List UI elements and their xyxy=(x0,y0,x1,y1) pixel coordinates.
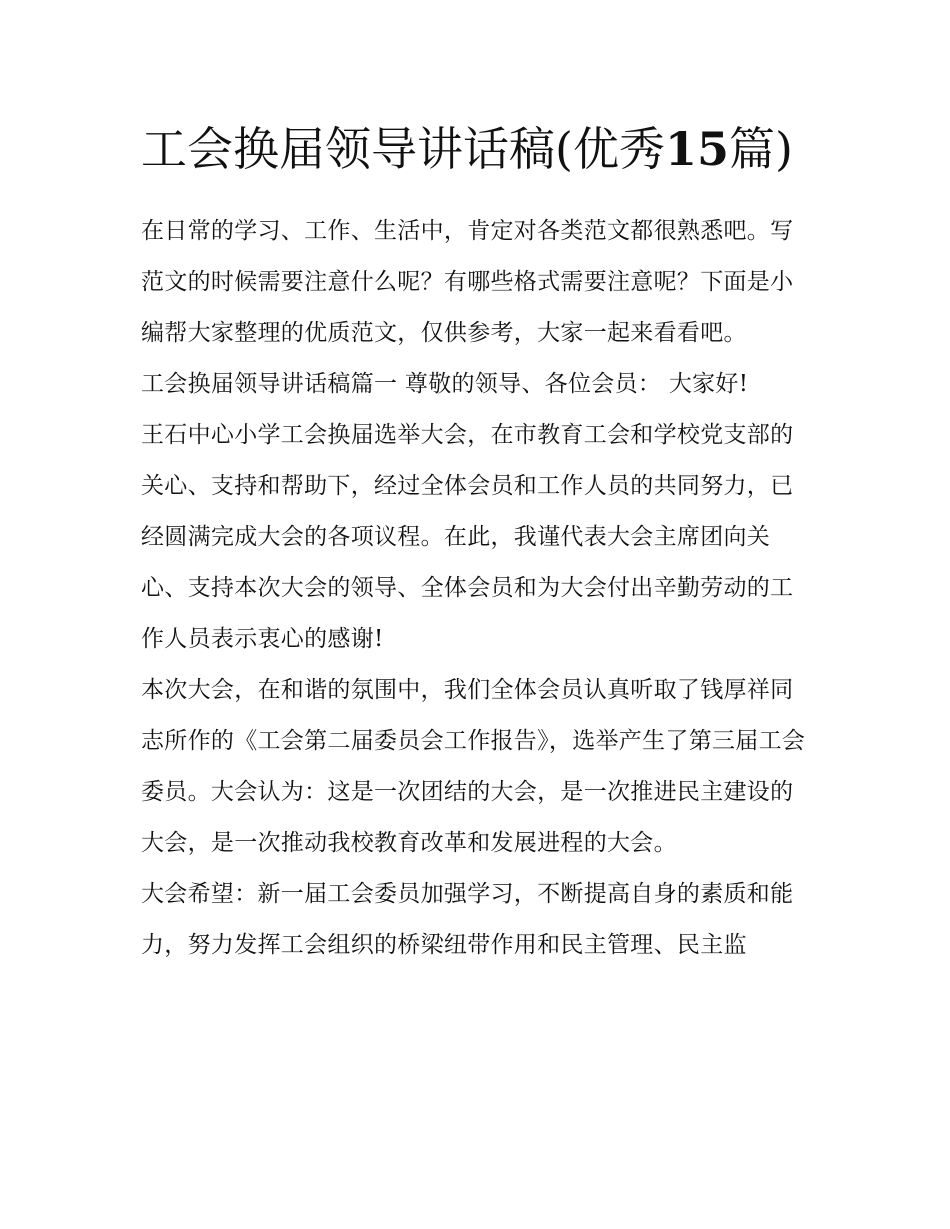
paragraph-intro: 在日常的学习、工作、生活中，肯定对各类范文都很熟悉吧。写范文的时候需要注意什么呢？有哪些格式需要注意呢？下面是小编帮大家整理的优质范文，仅供参考，大家一起来看看吧。 xyxy=(141,218,794,346)
paragraph-meeting: 本次大会，在和谐的氛围中，我们全体会员认真听取了钱厚祥同志所作的《工会第二届委员会工作报告》，选举产生了第三届工会委员。大会认为：这是一次团结的大会，是一次推进民主建设的大会，是一次推动我校教育改革和发展进程的大会。 xyxy=(141,677,806,856)
document-content xyxy=(141,112,813,971)
paragraph-thanks: 王石中心小学工会换届选举大会，在市教育工会和学校党支部的关心、支持和帮助下，经过全体会员和工作人员的共同努力，已经圆满完成大会的各项议程。在此，我谨代表大会主席团向关心、支持本次大会的领导、全体会员和为大会付出辛勤劳动的工作人员表示衷心的感谢! xyxy=(141,422,794,652)
paragraph-hope: 大会希望：新一届工会委员加强学习，不断提高自身的素质和能力，努力发挥工会组织的桥梁纽带作用和民主管理、民主监 xyxy=(141,881,794,958)
paragraph-greeting: 工会换届领导讲话稿篇一 尊敬的领导、各位会员： 大家好! xyxy=(141,371,749,397)
document-body xyxy=(141,206,813,971)
document-title: 工会换届领导讲话稿(优秀15篇) xyxy=(141,122,793,176)
title-number: 15 xyxy=(664,122,729,176)
